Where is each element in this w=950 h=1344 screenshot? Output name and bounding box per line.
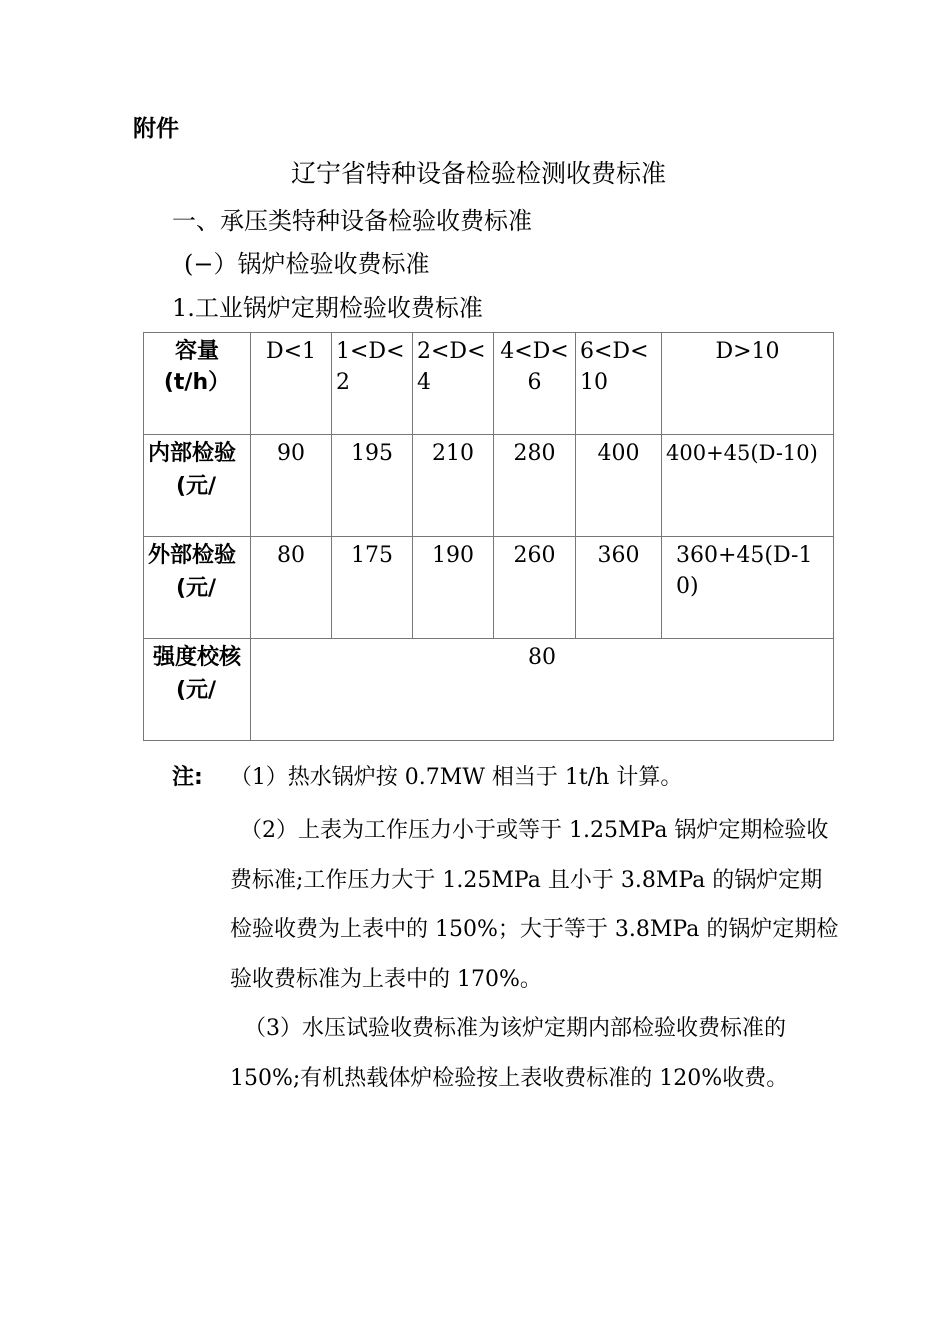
section-heading-1-1: (−）锅炉检验收费标准 (184, 250, 430, 278)
table-header-row (144, 333, 834, 435)
note-1-text: （1）热水锅炉按 0.7MW 相当于 1t/h 计算。 (229, 765, 683, 790)
table-cell: 280 (494, 435, 576, 537)
header-col: 4<D<6 (494, 333, 576, 435)
table-cell: 260 (494, 537, 576, 639)
section-heading-1-1-1: 1.工业锅炉定期检验收费标准 (172, 294, 483, 322)
row-unit: (元/ (176, 473, 217, 499)
header-col: 6<D<10 (576, 333, 662, 435)
section-heading-1: 一、承压类特种设备检验收费标准 (172, 207, 532, 235)
table-cell: 175 (332, 537, 413, 639)
row-unit: (元/ (176, 677, 217, 703)
row-label (144, 537, 251, 639)
header-capacity (144, 333, 251, 435)
row-label-text: 强度校核 (152, 645, 241, 670)
row-unit: (元/ (176, 575, 217, 601)
row-label (144, 435, 251, 537)
capacity-label: 容量 (174, 339, 219, 364)
table-cell-merged: 80 (251, 639, 834, 741)
table-cell: 195 (332, 435, 413, 537)
attachment-label: 附件 (133, 116, 179, 142)
table-row (144, 537, 834, 639)
row-label-text: 内部检验 (148, 441, 237, 466)
capacity-unit: (t/h） (163, 369, 231, 395)
note-3: （3）水压试验收费标准为该炉定期内部检验收费标准的 150%;有机热载体炉检验按上表收费标准的 120%收费。 (230, 1016, 789, 1091)
table-cell: 360+45(D-10) (662, 537, 834, 639)
table-cell: 190 (413, 537, 494, 639)
fee-table (143, 332, 834, 741)
header-col: D>10 (662, 333, 834, 435)
table-cell: 80 (251, 537, 332, 639)
table-cell: 360 (576, 537, 662, 639)
document-title: 辽宁省特种设备检验检测收费标准 (291, 159, 667, 188)
row-label (144, 639, 251, 741)
table-row (144, 639, 834, 741)
note-2: （2）上表为工作压力小于或等于 1.25MPa 锅炉定期检验收费标准;工作压力大于 1.25MPa 且小于 3.8MPa 的锅炉定期检验收费为上表中的 150%；大于等于 3.8MPa 的锅炉定期检验收费标准为上表中的 170%。 (230, 818, 839, 992)
header-col: 2<D<4 (413, 333, 494, 435)
row-label-text: 外部检验 (148, 543, 237, 568)
table-row (144, 435, 834, 537)
note-label: 注: (172, 765, 203, 790)
header-col: D<1 (251, 333, 332, 435)
table-cell: 400+45(D-10) (662, 435, 834, 537)
table-cell: 400 (576, 435, 662, 537)
header-col: 1<D<2 (332, 333, 413, 435)
table-cell: 210 (413, 435, 494, 537)
table-cell: 90 (251, 435, 332, 537)
note-1 (172, 760, 682, 791)
